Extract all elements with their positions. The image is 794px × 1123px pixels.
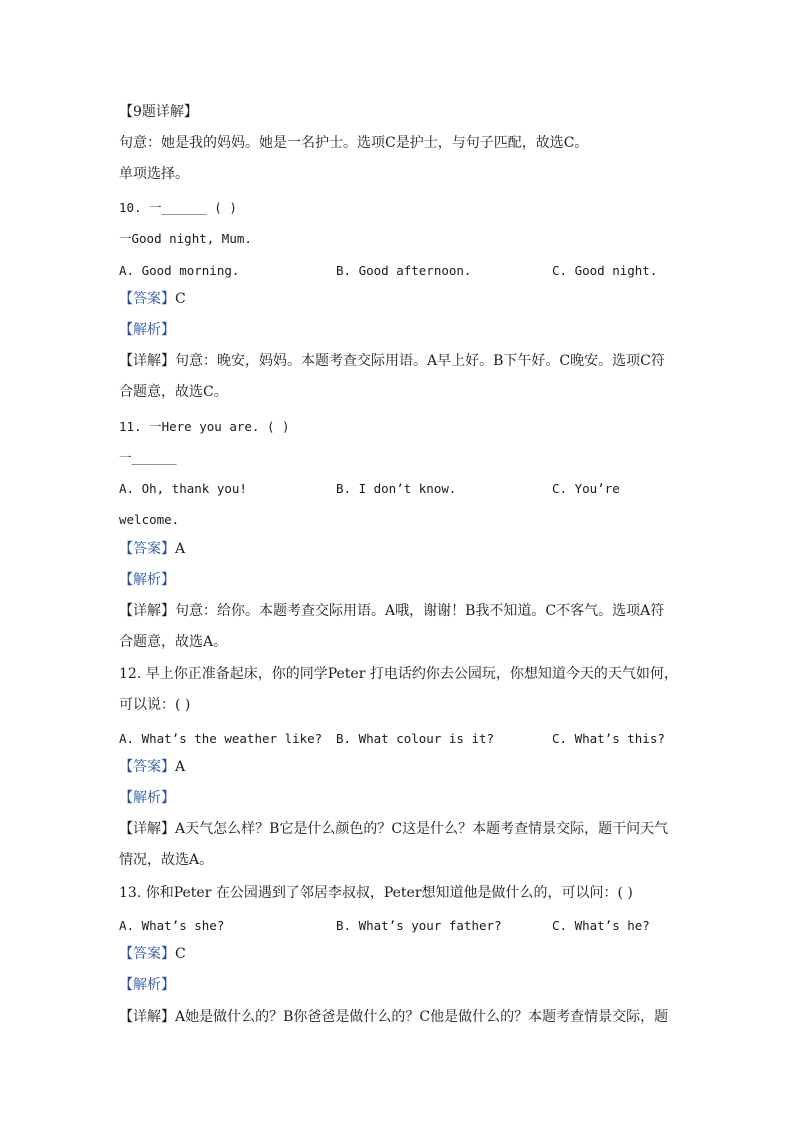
q12-option-c: C. What’s this?: [552, 731, 665, 746]
q12-detail-line-2: 情况，故选A。: [119, 852, 214, 868]
q13-stem: 13. 你和Peter 在公园遇到了邻居李叔叔，Peter想知道他是做什么的，可以问：( ): [119, 885, 633, 901]
q10-option-b: B. Good afternoon.: [336, 263, 472, 278]
q11-detail-text: 句意：给你。本题考查交际用语。A哦，谢谢！B我不知道。C不客气。选项A符: [175, 603, 665, 619]
q10-reply: 一Good night, Mum.: [119, 231, 252, 246]
q11-analysis-tag: 【解析】: [119, 572, 175, 588]
q13-answer: C: [175, 946, 186, 962]
q12-stem-line-1: 12. 早上你正准备起床，你的同学Peter 打电话约你去公园玩，你想知道今天的天气如何，: [119, 666, 678, 682]
q10-answer-line: [119, 290, 186, 308]
q13-option-c: C. What’s he?: [552, 918, 650, 933]
answer-tag: 【答案】: [119, 541, 175, 557]
detail-tag: 【详解】: [119, 353, 175, 369]
q12-detail-text: A天气怎么样？B它是什么颜色的？C这是什么？本题考查情景交际，题干问天气: [175, 821, 669, 837]
answer-tag: 【答案】: [119, 291, 175, 307]
detail-tag: 【详解】: [119, 603, 175, 619]
q12-option-b: B. What colour is it?: [336, 731, 495, 746]
q10-detail-line-1: [119, 352, 665, 370]
q11-option-c-cont: welcome.: [119, 512, 180, 527]
q13-option-b: B. What’s your father?: [336, 918, 502, 933]
q12-detail-line-1: [119, 820, 668, 838]
answer-tag: 【答案】: [119, 759, 175, 775]
q10-analysis-tag: 【解析】: [119, 322, 175, 338]
detail-tag: 【详解】: [119, 1009, 175, 1025]
q11-detail-line-1: [119, 602, 664, 620]
q11-option-c: C. You’re: [552, 481, 620, 496]
q12-answer-line: [119, 758, 185, 776]
q10-option-c: C. Good night.: [552, 263, 658, 278]
q12-option-a: A. What’s the weather like?: [119, 731, 323, 746]
section-title: 单项选择。: [119, 166, 189, 182]
q12-stem-line-2: 可以说：( ): [119, 697, 191, 713]
q11-detail-line-2: 合题意，故选A。: [119, 634, 228, 650]
q11-answer-line: [119, 540, 185, 558]
q10-option-a: A. Good morning.: [119, 263, 240, 278]
q10-stem: 10. 一______ ( ): [119, 200, 237, 215]
q11-answer: A: [175, 541, 186, 557]
q10-detail-line-2: 合题意，故选C。: [119, 384, 228, 400]
q13-detail-line-1: [119, 1008, 668, 1026]
q9-meaning: 句意：她是我的妈妈。她是一名护士。选项C是护士，与句子匹配，故选C。: [119, 135, 589, 151]
q13-answer-line: [119, 945, 186, 963]
q12-analysis-tag: 【解析】: [119, 790, 175, 806]
q13-detail-text: A她是做什么的？B你爸爸是做什么的？C他是做什么的？本题考查情景交际，题: [175, 1009, 669, 1025]
q13-option-a: A. What’s she?: [119, 918, 225, 933]
detail-tag: 【详解】: [119, 821, 175, 837]
q13-analysis-tag: 【解析】: [119, 977, 175, 993]
q12-answer: A: [175, 759, 186, 775]
q11-option-b: B. I don’t know.: [336, 481, 457, 496]
q10-detail-text: 句意：晚安，妈妈。本题考查交际用语。A早上好。B下午好。C晚安。选项C符: [175, 353, 665, 369]
q10-answer: C: [175, 291, 186, 307]
q11-reply: 一______: [119, 450, 177, 465]
q11-option-a: A. Oh, thank you!: [119, 481, 247, 496]
answer-tag: 【答案】: [119, 946, 175, 962]
q9-heading: 【9题详解】: [119, 104, 198, 120]
q11-stem: 11. 一Here you are. ( ): [119, 419, 290, 434]
